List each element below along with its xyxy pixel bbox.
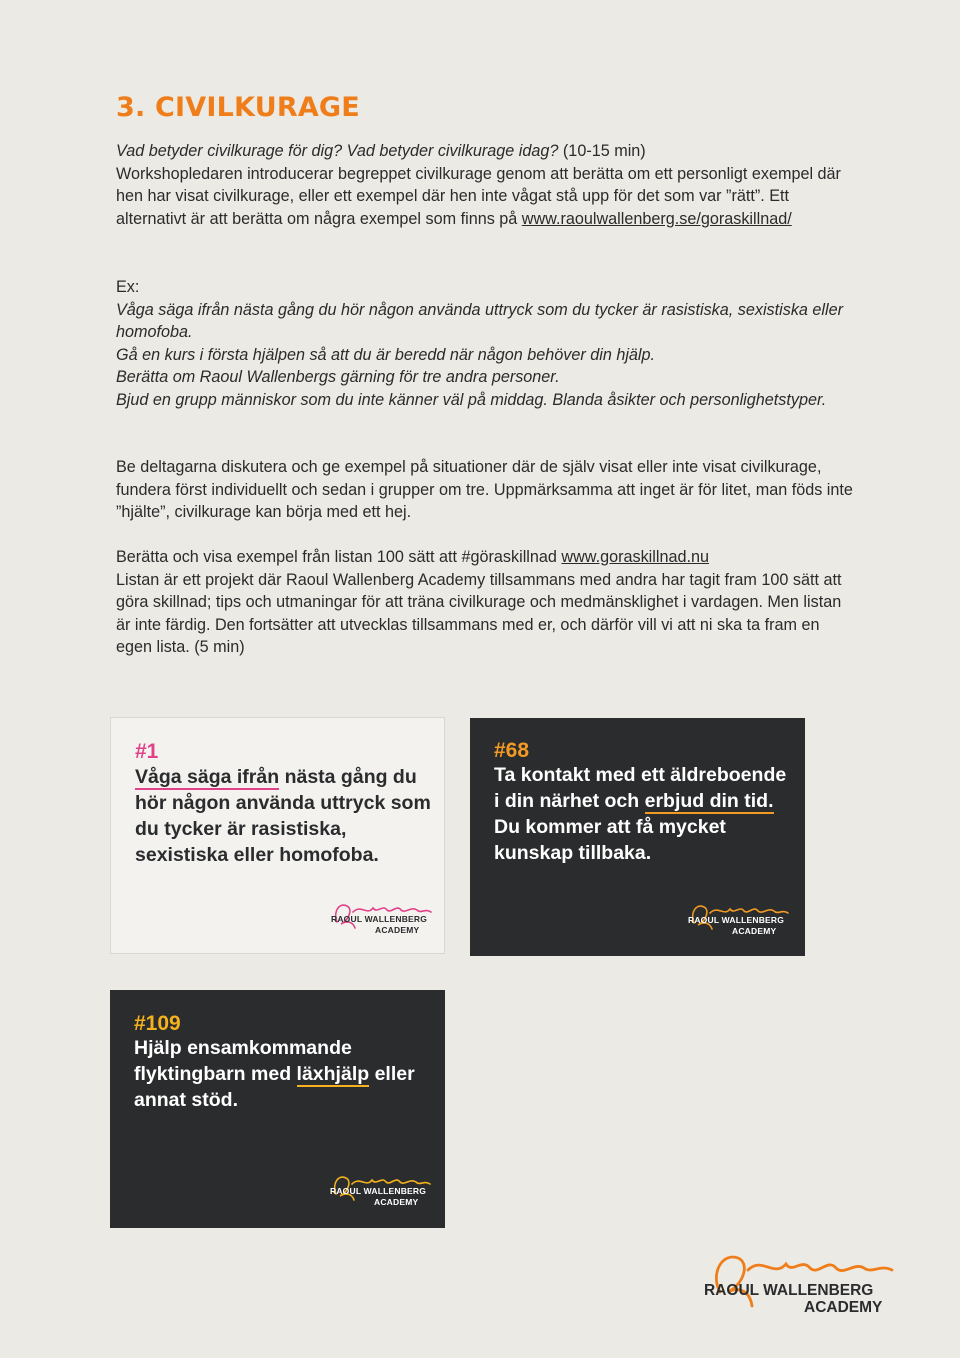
card-text bbox=[494, 762, 790, 866]
list-lead: Berätta och visa exempel från listan 100 sätt att #göraskillnad bbox=[116, 548, 562, 566]
card-109 bbox=[110, 990, 445, 1228]
example-item: Bjud en grupp människor som du inte känner väl på middag. Blanda åsikter och personlighetstyper. bbox=[116, 390, 827, 409]
examples-block bbox=[116, 276, 856, 412]
academy-logo bbox=[700, 1248, 900, 1316]
logo-line-1: RAOUL WALLENBERG bbox=[688, 915, 785, 925]
examples-label: Ex: bbox=[116, 278, 140, 296]
list-body: Listan är ett projekt där Raoul Wallenberg Academy tillsammans med andra har tagit fram 100 sätt att göra skillnad; tips och utmaningar för att träna civilkurage och medmänsklighet i vardagen. Men listan är inte färdig. Den fortsätter att utvecklas tillsammans med er, och därför vill vi att ni ska ta fram en egen lista. (5 min) bbox=[116, 570, 842, 657]
card-logo bbox=[327, 898, 437, 938]
card-number: #68 bbox=[494, 739, 530, 762]
card-text bbox=[134, 1035, 430, 1113]
card-body: Ta kontakt med ett äldreboende i din närhet och bbox=[494, 764, 787, 812]
card-logo bbox=[326, 1170, 436, 1210]
card-text bbox=[135, 764, 431, 868]
card-logo bbox=[684, 899, 794, 939]
example-item: Våga säga ifrån nästa gång du hör någon använda uttryck som du tycker är rasistiska, sexistiska eller homofoba. bbox=[116, 300, 844, 342]
intro-duration: (10-15 min) bbox=[558, 142, 646, 160]
logo-line-2: ACADEMY bbox=[804, 1299, 883, 1316]
intro-paragraph bbox=[116, 140, 856, 230]
card-highlight: erbjud din tid. bbox=[644, 790, 774, 812]
card-68 bbox=[470, 718, 805, 956]
card-body: Du kommer att få mycket kunskap tillbaka. bbox=[494, 816, 726, 864]
card-body: eller annat stöd. bbox=[134, 1063, 415, 1111]
card-highlight: läxhjälp bbox=[296, 1063, 370, 1085]
list-link[interactable]: www.goraskillnad.nu bbox=[561, 548, 709, 566]
logo-line-1: RAOUL WALLENBERG bbox=[704, 1282, 874, 1299]
card-highlight: Våga säga ifrån bbox=[135, 766, 280, 788]
card-number: #1 bbox=[135, 740, 159, 763]
intro-question: Vad betyder civilkurage för dig? Vad betyder civilkurage idag? bbox=[116, 142, 559, 160]
list-paragraph bbox=[116, 546, 856, 659]
logo-line-2: ACADEMY bbox=[374, 1197, 419, 1207]
discussion-paragraph: Be deltagarna diskutera och ge exempel på situationer där de själv visat eller inte visat civilkurage, fundera först individuellt och sedan i grupper om tre. Uppmärksamma att inget är för litet, man föds inte ”hjälte”, civilkurage kan börja med ett hej. bbox=[116, 458, 853, 522]
intro-body: Workshopledaren introducerar begreppet civilkurage genom att berätta om ett personligt exempel där hen har visat civilkurage, eller ett exempel där hen inte vågat stå upp för det som var ”rätt”. Ett alternativt är att berätta om några exempel som finns på bbox=[116, 164, 841, 228]
logo-line-2: ACADEMY bbox=[732, 926, 777, 936]
intro-link[interactable]: www.raoulwallenberg.se/goraskillnad/ bbox=[521, 209, 792, 228]
example-item: Berätta om Raoul Wallenbergs gärning för tre andra personer. bbox=[116, 368, 560, 387]
card-number: #109 bbox=[134, 1012, 181, 1035]
logo-line-1: RAOUL WALLENBERG bbox=[330, 1186, 427, 1196]
card-1 bbox=[110, 717, 445, 954]
logo-line-2: ACADEMY bbox=[375, 925, 420, 935]
card-body: nästa gång du hör någon använda uttryck som du tycker är rasistiska, sexistiska eller homofoba. bbox=[135, 766, 431, 866]
example-item: Gå en kurs i första hjälpen så att du är beredd när någon behöver din hjälp. bbox=[116, 345, 656, 364]
logo-line-1: RAOUL WALLENBERG bbox=[331, 914, 428, 924]
card-body: Hjälp ensamkommande flyktingbarn med bbox=[134, 1037, 352, 1085]
section-title: 3. CIVILKURAGE bbox=[116, 92, 360, 123]
